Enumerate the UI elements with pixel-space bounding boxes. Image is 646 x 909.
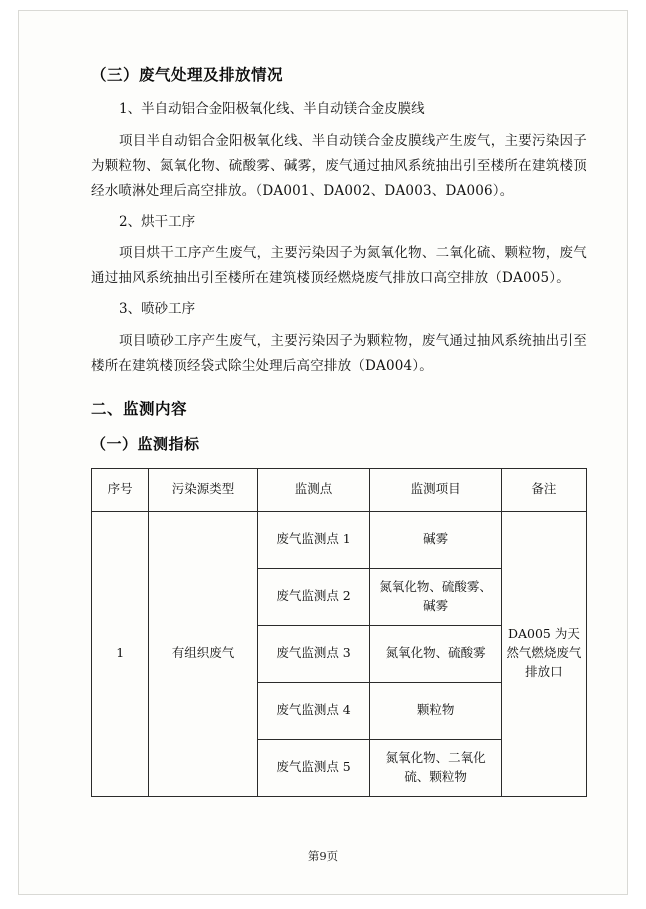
cell-item: 氮氧化物、硫酸雾: [370, 625, 501, 682]
item-title-2: 2、烘干工序: [119, 213, 196, 230]
cell-item: 氮氧化物、二氧化硫、颗粒物: [370, 739, 501, 796]
paper-sheet: [18, 10, 628, 895]
table-header-no: 序号: [92, 468, 149, 511]
document-body: [91, 63, 587, 797]
cell-point: 废气监测点 4: [257, 682, 370, 739]
cell-point: 废气监测点 5: [257, 739, 370, 796]
cell-point: 废气监测点 2: [257, 568, 370, 625]
cell-point: 废气监测点 1: [257, 511, 370, 568]
cell-point: 废气监测点 3: [257, 625, 370, 682]
cell-item: 颗粒物: [370, 682, 501, 739]
table-header-note: 备注: [501, 468, 586, 511]
paragraph-2: 项目烘干工序产生废气，主要污染因子为氮氧化物、二氧化硫、颗粒物，废气通过抽风系统抽出引至楼所在建筑楼顶经燃烧废气排放口高空排放（DA005）。: [91, 245, 587, 287]
section-heading-waste-gas: （三）废气处理及排放情况: [91, 65, 284, 84]
item-title-1: 1、半自动铝合金阳极氧化线、半自动镁合金皮膜线: [119, 101, 425, 118]
cell-item: 碱雾: [370, 511, 501, 568]
paragraph-1: 项目半自动铝合金阳极氧化线、半自动镁合金皮膜线产生废气，主要污染因子为颗粒物、氮氧化物、硫酸雾、碱雾，废气通过抽风系统抽出引至楼所在建筑楼顶经水喷淋处理后高空排放。（DA001、DA002、DA003、DA006）。: [91, 132, 587, 199]
table-header-type: 污染源类型: [149, 468, 257, 511]
item-title-3: 3、喷砂工序: [119, 301, 196, 318]
monitoring-table: [91, 468, 587, 797]
cell-note: DA005 为天然气燃烧废气排放口: [501, 511, 586, 796]
table-row: [92, 511, 587, 568]
subheading-monitoring-index: （一）监测指标: [91, 435, 200, 454]
paragraph-3: 项目喷砂工序产生废气，主要污染因子为颗粒物，废气通过抽风系统抽出引至楼所在建筑楼顶经袋式除尘处理后高空排放（DA004）。: [91, 332, 587, 374]
cell-type: 有组织废气: [149, 511, 257, 796]
cell-no: 1: [92, 511, 149, 796]
table-header-item: 监测项目: [370, 468, 501, 511]
section-heading-monitoring: 二、监测内容: [91, 398, 188, 418]
table-header-point: 监测点: [257, 468, 370, 511]
cell-item: 氮氧化物、硫酸雾、碱雾: [370, 568, 501, 625]
page-footer: 第9页: [307, 849, 339, 863]
table-header-row: [92, 468, 587, 511]
